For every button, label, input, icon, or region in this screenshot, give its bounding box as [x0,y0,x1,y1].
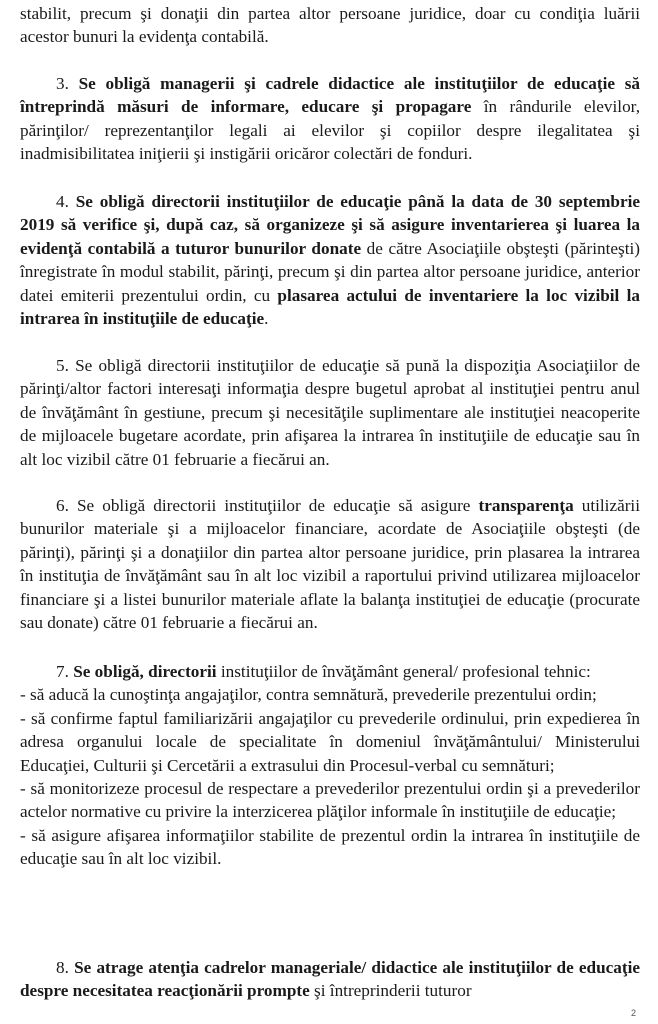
paragraph-text: utilizării bunurilor materiale şi a mijloacelor financiare, acordate de Asociaţiile obşteşti (de părinţi), părinţi şi a donaţiilor din partea altor persoane juridice, prin plasarea la intrarea în instituţia de învăţământ sau în alt loc vizibil a raportului privind utilizarea mijloacelor financiare şi a listei bunurilor materiale aflate la balanţa instituţiei de educaţie (procurate sau donate) către 01 februarie a fiecărui an. [20,496,640,633]
paragraph-text: 5. Se obligă directorii instituţiilor de educaţie să pună la dispoziţia Asociaţiilor de părinţi/altor factori interesaţi informaţia despre bugetul aprobat al instituţiei pentru anul de învăţământ în gestiune, precum şi necesităţile suplimentare ale instituţiei neacoperite de mijloacele bugetare acordate, prin afişarea la intrarea în instituţiile de educaţie sau în alt loc vizibil către 01 februarie a fiecărui an. [20,356,640,469]
paragraph-bold-text: Se atrage atenţia cadrelor manageriale/ didactice ale instituţiilor de educaţie despre necesitatea reacţionării prompte [20,958,641,1001]
paragraph-text: în rândurile elevilor, părinţilor/ reprezentanţilor legali ai elevilor şi copiilor despre ilegalitatea şi inadmisibilitatea iniţierii şi instigării oricăror colectări de fonduri. [20,97,640,164]
paragraph-number: 8. [56,958,69,977]
paragraph-bold-text: plasarea actului de inventariere la loc vizibil la intrarea în instituţiile de educaţie [20,285,640,329]
list-item: - să monitorizeze procesul de respectare a prevederilor prezentului ordin şi a prevederilor actelor normative cu privire la interzicerea plăţilor informale în instituţiile de educaţie; [20,779,640,822]
list-item: - să asigure afişarea informaţiilor stabilite de prezentul ordin la intrarea în instituţiile de educaţie sau în alt loc vizibil. [20,825,640,869]
paragraph-bold-text: Se obligă directorii instituţiilor de educaţie până la data de 30 septembrie 2019 să verifice şi, după caz, să organizeze şi să asigure inventarierea şi luarea la evidenţă contabilă a tuturor bunurilor donate [20,192,640,258]
paragraph-4 [20,190,640,330]
paragraph-number: 4. [56,192,69,211]
paragraph-number: 7. [56,662,69,681]
list-item: - să aducă la cunoştinţa angajaţilor, contra semnătură, prevederile prezentului ordin; [20,685,597,705]
page-number: 2 [630,1008,636,1018]
paragraph-bold-text: transparenţa [478,496,574,515]
paragraph-6 [20,494,640,634]
paragraph-text: de către Asociaţiile obşteşti (părinteşti) înregistrate în modul stabilit, părinţi, precum şi din partea altor persoane juridice, anterior datei emiterii prezentului ordin, cu [20,238,640,305]
list-item: - să confirme faptul familiarizării angajaţilor cu prevederile ordinului, prin expedierea în adresa organului locale de specialitate în domeniul învăţământului/ Ministerului Educaţiei, Culturii şi Cercetării a extrasului din Procesul-verbal cu semnături; [20,708,640,775]
paragraph-text: . [264,309,269,329]
text-line: stabilit, precum şi donaţii din partea altor persoane juridice, doar cu condiţia luării [20,4,640,23]
paragraph-3 [20,72,640,166]
paragraph-text: 6. Se obligă directorii instituţiilor de educaţie să asigure [56,496,479,515]
paragraph-number: 3. [56,74,69,93]
paragraph-continued [20,2,640,49]
paragraph-bold-text: Se obligă managerii şi cadrele didactice ale instituţiilor de educaţie să întreprindă măsuri de informare, educare şi propagare [20,74,641,117]
paragraph-5 [20,354,640,471]
paragraph-text: instituţiilor de învăţământ general/ profesional tehnic: [216,662,591,681]
paragraph-7 [20,660,640,871]
text-line: acestor bunuri la evidenţa contabilă. [20,27,269,47]
paragraph-8 [20,956,640,1003]
paragraph-text: şi întreprinderii tuturor [309,981,472,1001]
paragraph-bold-text: Se obligă, directorii [73,662,217,681]
